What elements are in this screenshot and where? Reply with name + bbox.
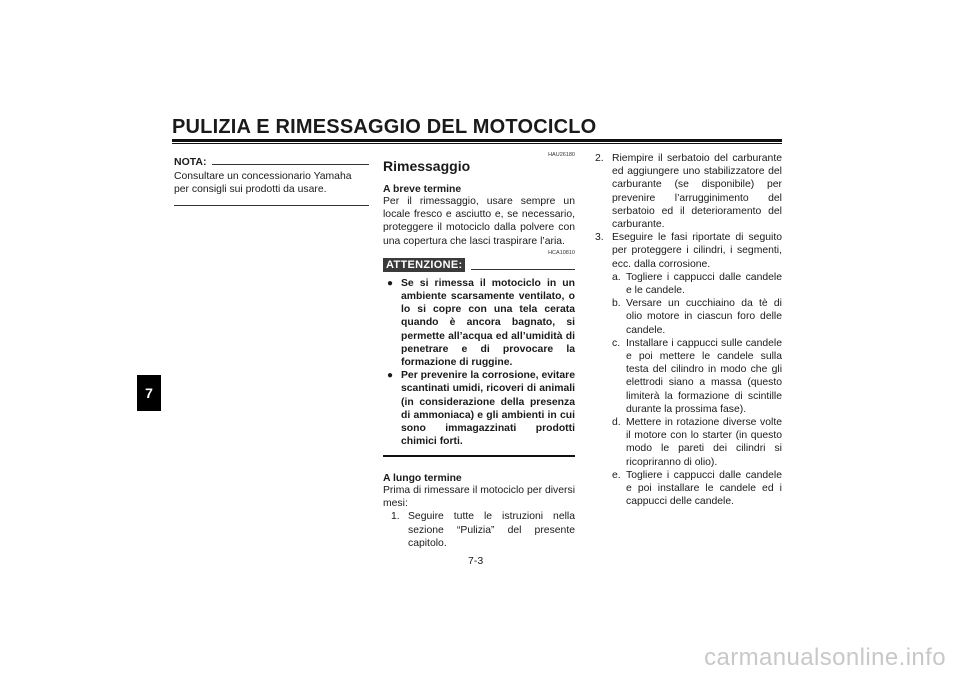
long-term-intro: Prima di rimessare il motociclo per diversi mesi:: [383, 484, 575, 510]
page-number: 7-3: [468, 555, 484, 567]
bullet-icon: ●: [387, 277, 394, 289]
caution-code: HCA10810: [548, 249, 575, 256]
nota-bottom-rule: [174, 205, 369, 206]
substep-text: Togliere i cappucci dalle candele e poi installare le candele ed i cappucci delle candele.: [626, 469, 782, 508]
nota-label: NOTA:: [174, 156, 207, 168]
caution-bullet: [387, 277, 575, 369]
step-number: 1.: [391, 511, 400, 523]
nota-block: [174, 156, 369, 206]
caution-bullet-text: Per prevenire la corrosione, evitare scantinati umidi, ricoveri di animali (in considerazione della presenza di ammoniaca) e gli ambienti in cui sono immagazzinati prodotti chimici forti.: [401, 370, 575, 448]
long-term-heading: A lungo termine: [383, 472, 462, 484]
step-number: 2.: [595, 153, 604, 164]
caution-label: ATTENZIONE:: [383, 258, 465, 272]
nota-header: [174, 156, 369, 168]
substep-item: [612, 297, 782, 337]
substep-label: b.: [612, 298, 621, 310]
substep-list: [595, 271, 782, 509]
substep-item: [612, 416, 782, 469]
caution-bullet-text: Se si rimessa il motociclo in un ambiente scarsamente ventilato, o lo si copre con una tela cerata quando è ancora bagnato, si permette all’acqua ed all’umidità di penetrare e di provocare la formazione di ruggine.: [401, 277, 575, 369]
step-text: Seguire tutte le istruzioni nella sezione “Pulizia” del presente capitolo.: [408, 511, 575, 549]
short-term-heading: A breve termine: [383, 184, 462, 195]
watermark: carmanualsonline.info: [704, 644, 946, 671]
substep-item: [612, 271, 782, 297]
substep-label: d.: [612, 417, 621, 429]
step-item: [595, 231, 782, 271]
chapter-tab: 7: [137, 375, 161, 411]
substep-label: c.: [612, 337, 621, 349]
substep-item: [612, 469, 782, 509]
substep-text: Installare i cappucci sulle candele e poi mettere le candele sulla testa del cilindro in modo che gli elettrodi siano a massa (questo limiterà la formazione di scintille durante la prossima fase).: [626, 337, 782, 415]
caution-list: [383, 277, 575, 449]
substep-text: Mettere in rotazione diverse volte il motore con lo starter (in questo modo le pareti dei cilindri si ricopriranno di olio).: [626, 417, 782, 468]
caution-bottom-rule: [383, 455, 575, 457]
substep-label: a.: [612, 271, 621, 283]
nota-text: Consultare un concessionario Yamaha per consigli sui prodotti da usare.: [174, 171, 352, 196]
substep-text: Togliere i cappucci dalle candele e le candele.: [626, 271, 782, 297]
section-code: HAU26180: [548, 152, 575, 158]
page-title: PULIZIA E RIMESSAGGIO DEL MOTOCICLO: [172, 116, 597, 138]
title-underline-thin: [172, 143, 782, 144]
caution-bullet: [387, 369, 575, 448]
nota-rule: [212, 164, 369, 165]
caution-code-row: [383, 248, 575, 258]
title-underline: [172, 139, 782, 142]
step-number: 3.: [595, 232, 604, 244]
section-header: [383, 152, 575, 174]
short-term-text: Per il rimessaggio, usare sempre un locale fresco e asciutto e, se necessario, proteggere il motociclo dalla polvere con una copertura che lasci traspirare l’aria.: [383, 196, 575, 247]
caution-rule: [471, 269, 575, 270]
substep-item: [612, 337, 782, 416]
step-text: Riempire il serbatoio del carburante ed aggiungere uno stabilizzatore del carburante (se disponibile) per prevenire l’arrugginimento del serbatoio ed il deterioramento del carburante.: [612, 153, 782, 231]
storage-column: [383, 152, 575, 550]
substep-label: e.: [612, 469, 621, 481]
step-text: Eseguire le fasi riportate di seguito per proteggere i cilindri, i segmenti, ecc. dalla corrosione.: [612, 232, 782, 270]
bullet-icon: ●: [387, 370, 394, 382]
step-item: [383, 510, 575, 550]
section-heading: Rimessaggio: [383, 158, 471, 174]
caution-header: [383, 258, 575, 272]
steps-column: [595, 152, 782, 508]
step-item: [595, 152, 782, 231]
substep-text: Versare un cucchiaino da tè di olio motore in ciascun foro delle candele.: [626, 298, 782, 336]
